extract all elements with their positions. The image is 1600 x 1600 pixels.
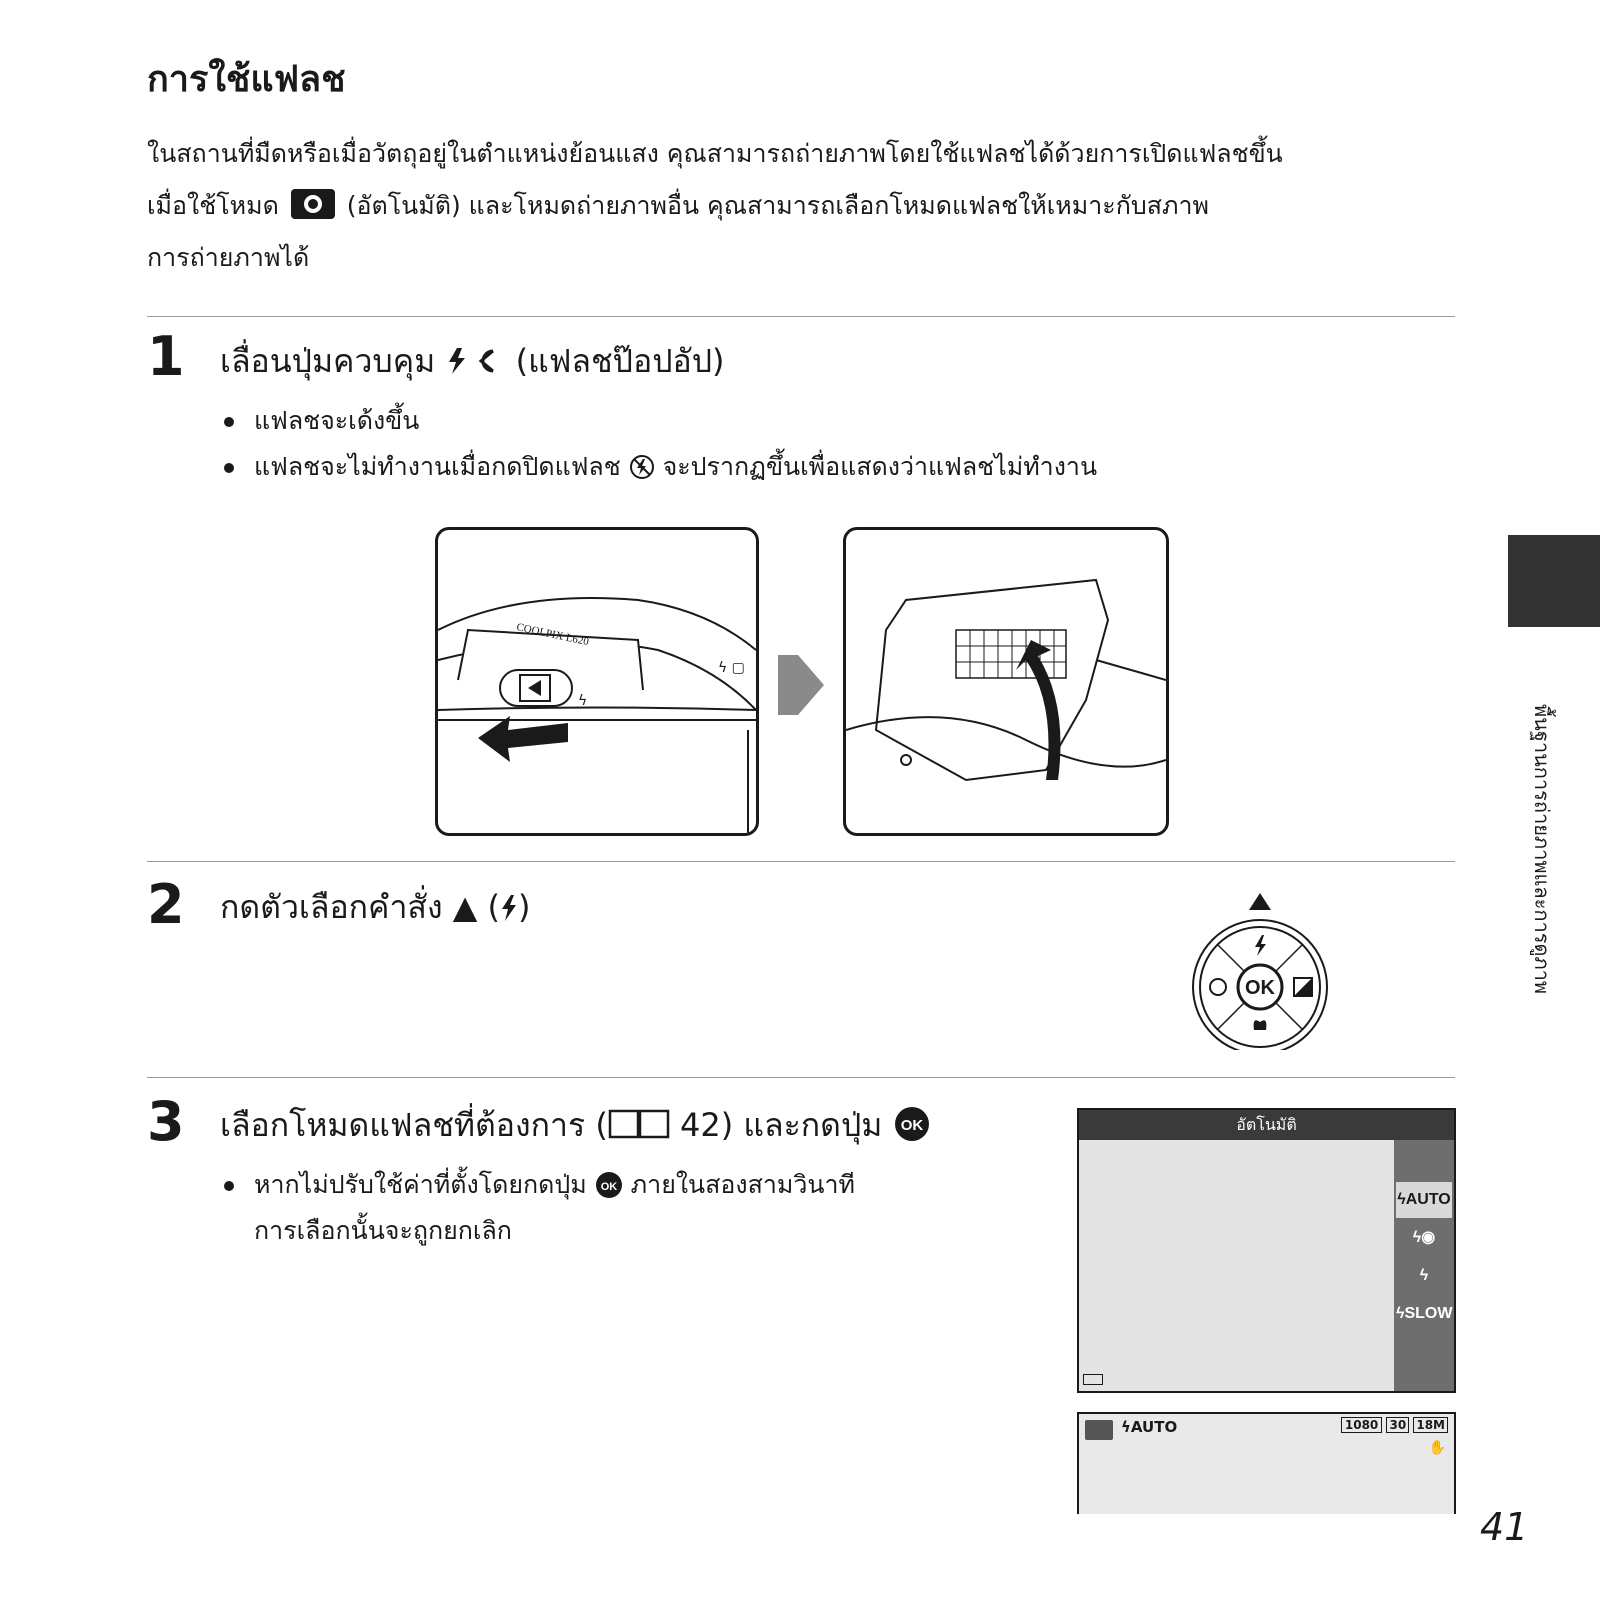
flash-popup-illustration: [843, 527, 1169, 836]
divider-3: [147, 1077, 1455, 1078]
page-title: การใช้แฟลช: [147, 59, 346, 100]
list-item: แฟลชจะเด้งขึ้น: [220, 398, 1097, 444]
flash-mode-auto[interactable]: ϟAUTO: [1396, 1182, 1452, 1218]
flash-mode-screen: [1077, 1108, 1456, 1393]
arrow-right-icon: [778, 655, 824, 715]
page-number: 41: [1480, 1505, 1529, 1549]
divider-2: [147, 861, 1455, 862]
svg-text:ϟ: ϟ: [578, 693, 588, 709]
screen-header: อัตโนมัติ: [1079, 1110, 1454, 1140]
divider-1: [147, 316, 1455, 317]
flash-mode-red-eye[interactable]: ϟ◉: [1412, 1229, 1436, 1246]
camera-model-label: COOLPIX L620: [515, 621, 590, 649]
image-settings: 1080 30 18M: [1341, 1418, 1448, 1432]
step-3-number: 3: [147, 1090, 185, 1153]
camera-auto-mode-icon: [291, 189, 335, 219]
section-tab: [1508, 535, 1600, 627]
intro-paragraph: [147, 128, 1437, 284]
step-2-instruction: กดตัวเลือกคำสั่ง ▲ ( ): [220, 888, 531, 926]
shooting-screen: [1077, 1412, 1456, 1514]
step-3-instruction: เลือกโหมดแฟลชที่ต้องการ ( 42) และกดปุ่ม OK: [220, 1105, 931, 1144]
battery-icon: [1083, 1374, 1103, 1385]
step-1-number: 1: [147, 325, 185, 388]
list-item: หากไม่ปรับใช้ค่าที่ตั้งโดยกดปุ่ม OK ภายในสองสามวินาที การเลือกนั้นจะถูกยกเลิก: [220, 1162, 940, 1254]
vibration-reduction-icon: ✋: [1428, 1440, 1446, 1456]
intro-line-2: เมื่อใช้โหมด (อัตโนมัติ) และโหมดถ่ายภาพอื่น คุณสามารถเลือกโหมดแฟลชให้เหมาะกับสภาพ: [147, 191, 1209, 220]
flash-popup-icon: [445, 346, 505, 376]
step-1-instruction: เลื่อนปุ่มควบคุม (แฟลชป๊อปอัป): [220, 342, 725, 380]
ok-button-icon: [595, 1171, 623, 1199]
ok-button-icon: [893, 1105, 931, 1143]
svg-text:OK: OK: [600, 1181, 617, 1193]
flash-icon: [500, 894, 518, 922]
svg-text:ϟ ▢: ϟ ▢: [718, 660, 745, 676]
camera-slider-illustration: [435, 527, 759, 836]
step-1-bullets: [220, 398, 1097, 490]
svg-text:OK: OK: [900, 1117, 923, 1134]
up-arrow-icon: [1249, 893, 1271, 910]
step-3-bullets: [220, 1162, 940, 1254]
book-icon: [608, 1107, 670, 1141]
intro-line-1: ในสถานที่มืดหรือเมื่อวัตถุอยู่ในตำแหน่งย้อนแสง คุณสามารถถ่ายภาพโดยใช้แฟลชได้ด้วยการเปิดแฟลชขึ้น: [147, 139, 1283, 168]
flash-mode-menu: [1394, 1140, 1454, 1391]
section-tab-label: พื้นฐานการถ่ายภาพและการดูภาพ: [1530, 704, 1554, 995]
flash-mode-slow-sync[interactable]: ϟSLOW: [1396, 1305, 1453, 1322]
flash-mode-indicator: ϟAUTO: [1121, 1418, 1178, 1436]
camera-mode-icon: [1085, 1420, 1113, 1440]
intro-line-3: การถ่ายภาพได้: [147, 243, 310, 272]
multi-selector-dial: [1180, 890, 1340, 1050]
step-2-number: 2: [147, 873, 185, 936]
ok-label: OK: [1245, 977, 1275, 999]
flash-mode-fill[interactable]: ϟ: [1419, 1267, 1429, 1284]
list-item: แฟลชจะไม่ทำงานเมื่อกดปิดแฟลช จะปรากฏขึ้นเพื่อแสดงว่าแฟลชไม่ทำงาน: [220, 444, 1097, 490]
flash-off-icon: [629, 454, 655, 480]
